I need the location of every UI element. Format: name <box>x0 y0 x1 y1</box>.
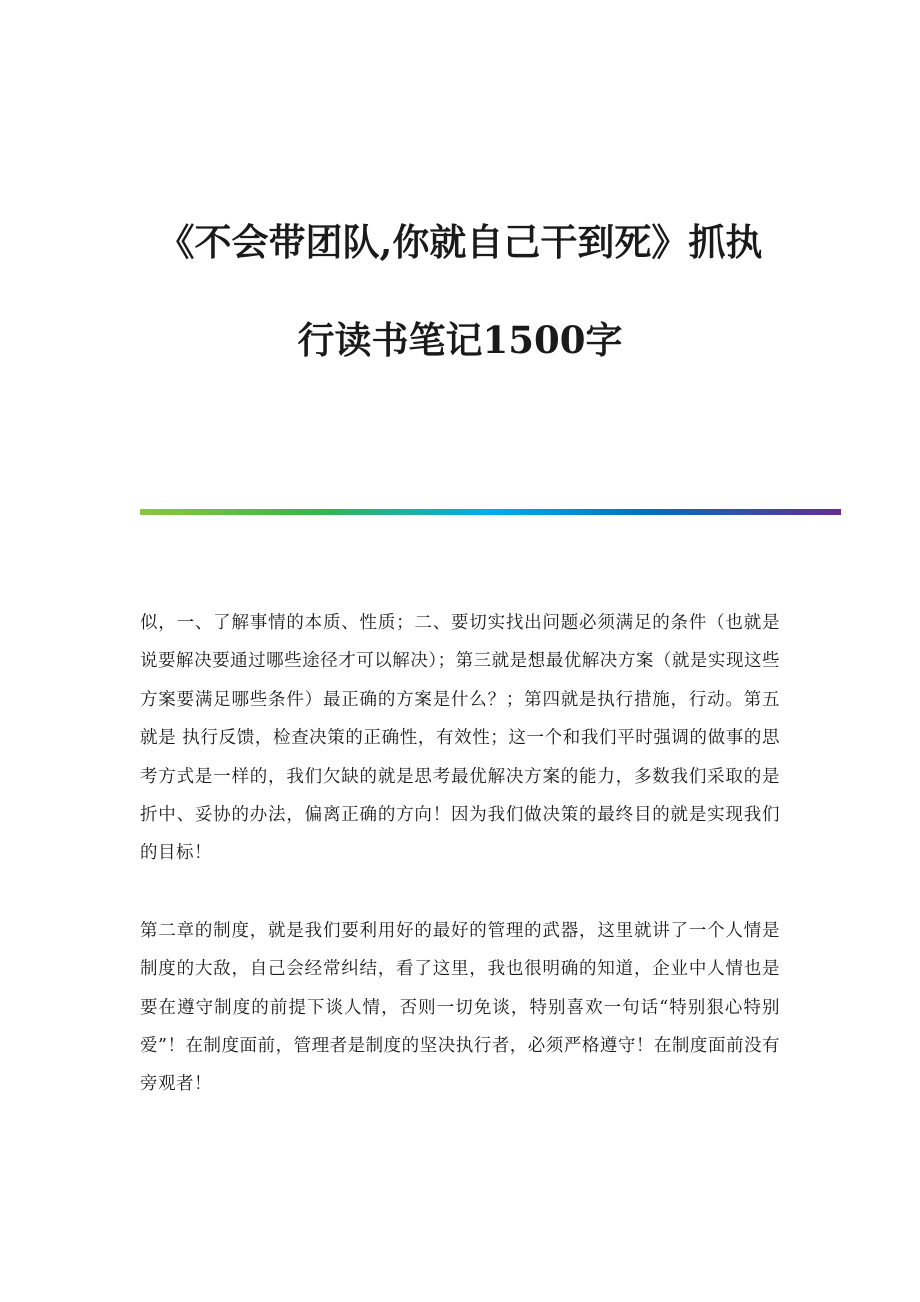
paragraph-2: 第二章的制度，就是我们要利用好的最好的管理的武器，这里就讲了一个人情是制度的大敌，自己会经常纠结，看了这里，我也很明确的知道，企业中人情也是要在遵守制度的前提下谈人情，否则一切免谈，特别喜欢一句话“特别狠心特别爱”！在制度面前，管理者是制度的坚决执行者，必须严格遵守！在制度面前没有旁观者！ <box>140 920 780 1095</box>
title-line-2: 行读书笔记1500字 <box>297 318 623 362</box>
document-title <box>140 222 780 360</box>
document-body <box>140 604 780 1104</box>
gradient-divider <box>140 509 841 515</box>
paragraph-1: 似，一、了解事情的本质、性质；二、要切实找出问题必须满足的条件（也就是说要解决要通过哪些途径才可以解决）；第三就是想最优解决方案（就是实现这些方案要满足哪些条件）最正确的方案是什么？；第四就是执行措施，行动。第五就是 执行反馈，检查决策的正确性，有效性；这一个和我们平时强调的做事的思考方式是一样的，我们欠缺的就是思考最优解决方案的能力，多数我们采取的是折中、妥协的办法，偏离正确的方向！因为我们做决策的最终目的就是实现我们的目标！ <box>140 613 780 864</box>
title-line-1: 《不会带团队,你就自己干到死》抓执 <box>157 220 763 264</box>
